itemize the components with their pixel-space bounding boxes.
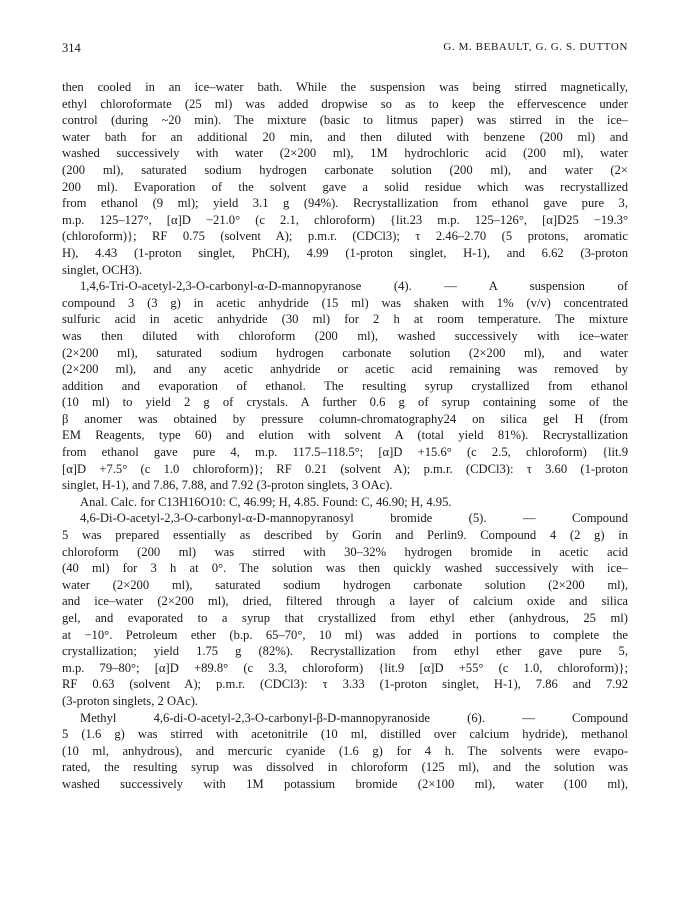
text-line: and ice–water (2×200 ml), dried, filtered through a layer of calcium oxide and silica: [62, 594, 628, 609]
text-line: [α]D +7.5° (c 1.0 chloroform)}; RF 0.21 (solvent A); p.m.r. (CDCl3): τ 3.60 (1-proton: [62, 461, 628, 476]
page-header: [62, 41, 628, 57]
text-line: (40 ml) for 3 h at 0°. The solution was then quickly washed successively with ice–: [62, 561, 628, 576]
text-line: m.p. 79–80°; [α]D +89.8° (c 3.3, chloroform) {lit.9 [α]D +55° (c 1.0, chloroform)};: [62, 660, 628, 675]
text-line: then cooled in an ice–water bath. While the suspension was being stirred magnetically,: [62, 80, 628, 94]
text-line: 4,6-Di-O-acetyl-2,3-O-carbonyl-α-D-mannopyranosyl bromide (5). — Compound: [80, 511, 628, 526]
text-line: water bath for an additional 20 min, and then diluted with benzene (200 ml) and: [62, 129, 628, 144]
text-line: washed successively with water (2×200 ml), 1M hydrochloric acid (200 ml), water: [62, 146, 628, 161]
text-line: (200 ml), saturated sodium hydrogen carbonate solution (200 ml), and water (2×: [62, 162, 628, 177]
text-line: singlet, OCH3).: [62, 262, 143, 277]
body-text: [62, 79, 628, 793]
text-line: m.p. 125–127°, [α]D −21.0° (c 2.1, chloroform) {lit.23 m.p. 125–126°, [α]D25 −19.3°: [62, 212, 628, 227]
text-line: control (during ~20 min). The mixture (basic to litmus paper) was stirred in the ice–: [62, 113, 628, 128]
text-line: sulfuric acid in acetic anhydride (30 ml) for 2 h at room temperature. The mixture: [62, 312, 628, 327]
text-line: chloroform (200 ml) was stirred with 30–32% hydrogen bromide in acetic acid: [62, 544, 628, 559]
text-line: was then diluted with chloroform (200 ml), washed successively with ice–water: [62, 328, 628, 343]
text-line: β anomer was obtained by pressure column-chromatography24 on silica gel H (from: [62, 411, 628, 426]
text-line: (10 ml) to yield 2 g of crystals. A further 0.6 g of syrup containing some of the: [62, 395, 628, 410]
text-line: (2×200 ml), and any acetic anhydride or acetic acid remaining was removed by: [62, 362, 628, 377]
text-line: at −10°. Petroleum ether (b.p. 65–70°, 10 ml) was added in portions to complete the: [62, 627, 628, 642]
text-line: singlet, H-1), and 7.86, 7.88, and 7.92 (3-proton singlets, 3 OAc).: [62, 478, 393, 493]
text-line: from ethanol (9 ml); yield 3.1 g (94%). Recrystallization from ethanol gave pure 3,: [62, 196, 628, 211]
text-line: (chloroform)}; RF 0.75 (solvent A); p.m.r. (CDCl3); τ 2.46–2.70 (5 protons, aromatic: [62, 229, 628, 244]
page-number: 314: [62, 41, 81, 55]
text-line: 5 was prepared essentially as described by Gorin and Perlin9. Compound 4 (2 g) in: [62, 528, 628, 543]
text-line: Anal. Calc. for C13H16O10: C, 46.99; H, 4.85. Found: C, 46.90; H, 4.95.: [80, 494, 452, 509]
text-line: (3-proton singlets, 2 OAc).: [62, 693, 199, 708]
text-line: Methyl 4,6-di-O-acetyl-2,3-O-carbonyl-β-D-mannopyranoside (6). — Compound: [80, 710, 628, 725]
text-line: compound 3 (3 g) in acetic anhydride (15 ml) was shaken with 1% (v/v) concentrated: [62, 295, 628, 310]
text-line: ethyl chloroformate (25 ml) was added dropwise so as to keep the effervescence under: [62, 96, 628, 111]
text-line: 200 ml). Evaporation of the solvent gave a solid residue which was recrystallized: [62, 179, 628, 194]
text-line: washed successively with 1M potassium bromide (2×100 ml), water (100 ml),: [62, 776, 628, 791]
text-line: 1,4,6-Tri-O-acetyl-2,3-O-carbonyl-α-D-mannopyranose (4). — A suspension of: [80, 279, 628, 294]
text-line: addition and evaporation of ethanol. The resulting syrup crystallized from ethanol: [62, 378, 628, 393]
text-line: (2×200 ml), saturated sodium hydrogen carbonate solution (2×200 ml), and water: [62, 345, 628, 360]
running-head: G. M. BEBAULT, G. G. S. DUTTON: [443, 41, 628, 53]
text-line: from ethanol gave pure 4, m.p. 117.5–118.5°; [α]D +15.6° (c 2.5, chloroform) {lit.9: [62, 445, 628, 460]
text-line: water (2×200 ml), saturated sodium hydrogen carbonate solution (2×200 ml),: [62, 577, 628, 592]
text-line: H), 4.43 (1-proton singlet, PhCH), 4.99 (1-proton singlet, H-1), and 6.62 (3-proton: [62, 245, 628, 260]
text-line: 5 (1.6 g) was stirred with acetonitrile (10 ml, distilled over calcium hydride), methanol: [62, 727, 628, 742]
text-line: RF 0.63 (solvent A); p.m.r. (CDCl3): τ 3.33 (1-proton singlet, H-1), 7.86 and 7.92: [62, 677, 628, 692]
text-line: (10 ml, anhydrous), and mercuric cyanide (1.6 g) for 4 h. The solvents were evapo-: [62, 743, 628, 758]
text-line: crystallization; yield 1.75 g (82%). Recrystallization from ethyl ether gave pure 5,: [62, 644, 628, 659]
text-line: rated, the resulting syrup was dissolved in chloroform (125 ml), and the solution was: [62, 760, 628, 775]
text-line: gel, and evaporated to a syrup that crystallized from ethyl ether (anhydrous, 25 ml): [62, 611, 628, 625]
text-line: EM Reagents, type 60) and elution with solvent A (total yield 81%). Recrystallization: [62, 428, 628, 443]
